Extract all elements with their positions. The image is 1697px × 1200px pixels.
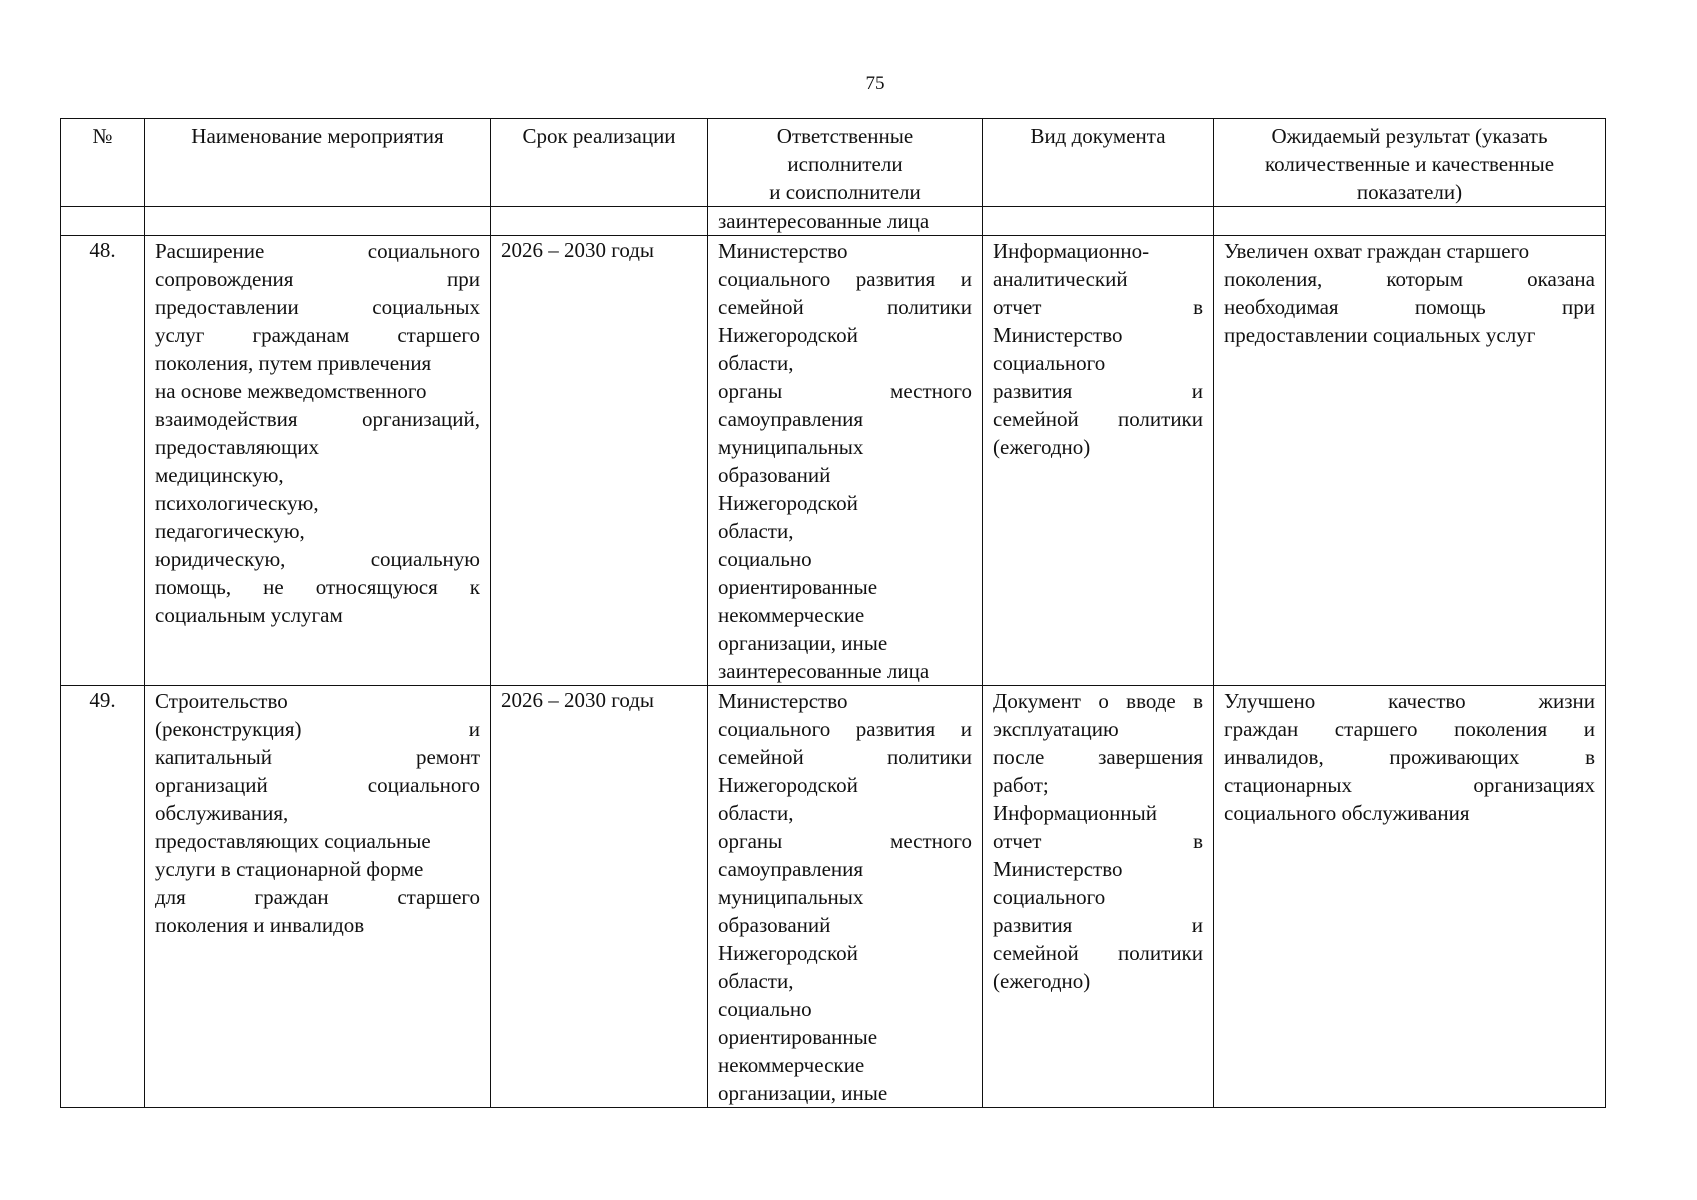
cell-line: предоставлении социальных услуг — [1224, 323, 1536, 347]
cell-line: самоуправления — [718, 857, 864, 881]
cell-line: необходимая помощь при — [1224, 295, 1595, 319]
cell-line: аналитический — [993, 267, 1128, 291]
cell-line: социально — [718, 997, 812, 1021]
cell-line: взаимодействия организаций, — [155, 407, 480, 431]
cell-line: педагогическую, — [155, 519, 305, 543]
cell-line: Строительство — [155, 689, 288, 713]
measures-table — [60, 118, 1606, 1108]
cell-line: Министерство — [718, 689, 848, 713]
cell-line: области, — [718, 969, 794, 993]
cell-line: предоставлении социальных — [155, 295, 480, 319]
page-number: 75 — [865, 73, 885, 94]
cell-line: Документ о вводе в — [993, 689, 1203, 713]
cell-line: муниципальных — [718, 435, 864, 459]
cell-line: Министерство — [993, 323, 1123, 347]
cell-line: (ежегодно) — [993, 435, 1091, 459]
cell-line: социального развития и — [718, 717, 972, 741]
table-row — [61, 686, 1606, 1108]
cell-line: предоставляющих — [155, 435, 319, 459]
cell-line: органы местного — [718, 829, 972, 853]
cell-line: Министерство — [718, 239, 848, 263]
expected-result — [1214, 686, 1606, 1108]
header-document-type: Вид документа — [983, 119, 1214, 207]
cell-line: Нижегородской — [718, 773, 858, 797]
table-cell — [145, 207, 491, 236]
continuation-executors: заинтересованные лица — [708, 207, 983, 236]
cell-line: социальным услугам — [155, 603, 343, 627]
cell-line: некоммерческие — [718, 1053, 865, 1077]
header-executors-line: Ответственные — [776, 124, 914, 148]
table-cell — [61, 207, 145, 236]
cell-line: Нижегородской — [718, 491, 858, 515]
cell-line: Информационный — [993, 801, 1157, 825]
cell-line: области, — [718, 351, 794, 375]
cell-line: Улучшено качество жизни — [1224, 689, 1595, 713]
cell-line: организаций социального — [155, 773, 480, 797]
header-result-line: количественные и качественные — [1264, 152, 1555, 176]
cell-line: предоставляющих социальные — [155, 829, 431, 853]
cell-line: Министерство — [993, 857, 1123, 881]
cell-line: граждан старшего поколения и — [1224, 717, 1595, 741]
measure-name — [145, 686, 491, 1108]
cell-line: обслуживания, — [155, 801, 289, 825]
row-number: 48. — [61, 236, 145, 686]
row-number: 49. — [61, 686, 145, 1108]
executors — [708, 236, 983, 686]
cell-line: инвалидов, проживающих в — [1224, 745, 1595, 769]
cell-line: муниципальных — [718, 885, 864, 909]
header-executors — [708, 119, 983, 207]
cell-line: отчет в — [993, 829, 1203, 853]
cell-line: работ; — [993, 773, 1049, 797]
expected-result — [1214, 236, 1606, 686]
cell-line: области, — [718, 519, 794, 543]
document-type — [983, 236, 1214, 686]
cell-line: услуги в стационарной форме — [155, 857, 424, 881]
cell-line: социального развития и — [718, 267, 972, 291]
cell-line: Увеличен охват граждан старшего — [1224, 239, 1530, 263]
header-result-line: показатели) — [1356, 180, 1463, 204]
executors — [708, 686, 983, 1108]
table-cell — [1214, 207, 1606, 236]
cell-line: организации, иные — [718, 1081, 888, 1105]
cell-line: поколения и инвалидов — [155, 913, 365, 937]
cell-line: медицинскую, — [155, 463, 284, 487]
cell-line: Нижегородской — [718, 941, 858, 965]
cell-line: развития и — [993, 913, 1203, 937]
header-expected-result — [1214, 119, 1606, 207]
cell-line: стационарных организациях — [1224, 773, 1595, 797]
cell-line: отчет в — [993, 295, 1203, 319]
cell-line: образований — [718, 463, 831, 487]
term: 2026 – 2030 годы — [491, 236, 708, 686]
cell-line: семейной политики — [718, 295, 972, 319]
cell-line: заинтересованные лица — [718, 659, 930, 683]
cell-line: области, — [718, 801, 794, 825]
cell-line: семейной политики — [993, 407, 1203, 431]
cell-line: образований — [718, 913, 831, 937]
cell-line: для граждан старшего — [155, 885, 480, 909]
header-executors-line: и соисполнители — [769, 180, 921, 204]
cell-line: органы местного — [718, 379, 972, 403]
cell-line: самоуправления — [718, 407, 864, 431]
table-cell — [983, 207, 1214, 236]
cell-line: Расширение социального — [155, 239, 480, 263]
cell-line: некоммерческие — [718, 603, 865, 627]
cell-line: социального — [993, 351, 1106, 375]
table-header-row — [61, 119, 1606, 207]
cell-line: капитальный ремонт — [155, 745, 480, 769]
cell-line: социального — [993, 885, 1106, 909]
cell-line: ориентированные — [718, 575, 878, 599]
table-row — [61, 236, 1606, 686]
cell-line: (ежегодно) — [993, 969, 1091, 993]
header-measure-name: Наименование мероприятия — [145, 119, 491, 207]
cell-line: поколения, путем привлечения — [155, 351, 432, 375]
cell-line: после завершения — [993, 745, 1203, 769]
cell-line: эксплуатацию — [993, 717, 1119, 741]
measure-name — [145, 236, 491, 686]
cell-line: семейной политики — [993, 941, 1203, 965]
continuation-row — [61, 207, 1606, 236]
cell-line: развития и — [993, 379, 1203, 403]
cell-line: социального обслуживания — [1224, 801, 1470, 825]
header-executors-line: исполнители — [787, 152, 903, 176]
cell-line: социально — [718, 547, 812, 571]
term: 2026 – 2030 годы — [491, 686, 708, 1108]
cell-line: Информационно- — [993, 239, 1150, 263]
cell-line: психологическую, — [155, 491, 319, 515]
cell-line: услуг гражданам старшего — [155, 323, 480, 347]
cell-line: Нижегородской — [718, 323, 858, 347]
cell-line: юридическую, социальную — [155, 547, 480, 571]
header-result-line: Ожидаемый результат (указать — [1271, 124, 1548, 148]
cell-line: поколения, которым оказана — [1224, 267, 1595, 291]
cell-line: семейной политики — [718, 745, 972, 769]
cell-line: на основе межведомственного — [155, 379, 427, 403]
cell-line: сопровождения при — [155, 267, 480, 291]
table-cell — [491, 207, 708, 236]
header-term: Срок реализации — [491, 119, 708, 207]
cell-line: помощь, не относящуюся к — [155, 575, 480, 599]
cell-line: ориентированные — [718, 1025, 878, 1049]
header-number: № — [61, 119, 145, 207]
cell-line: организации, иные — [718, 631, 888, 655]
cell-line: (реконструкция) и — [155, 717, 480, 741]
document-type — [983, 686, 1214, 1108]
